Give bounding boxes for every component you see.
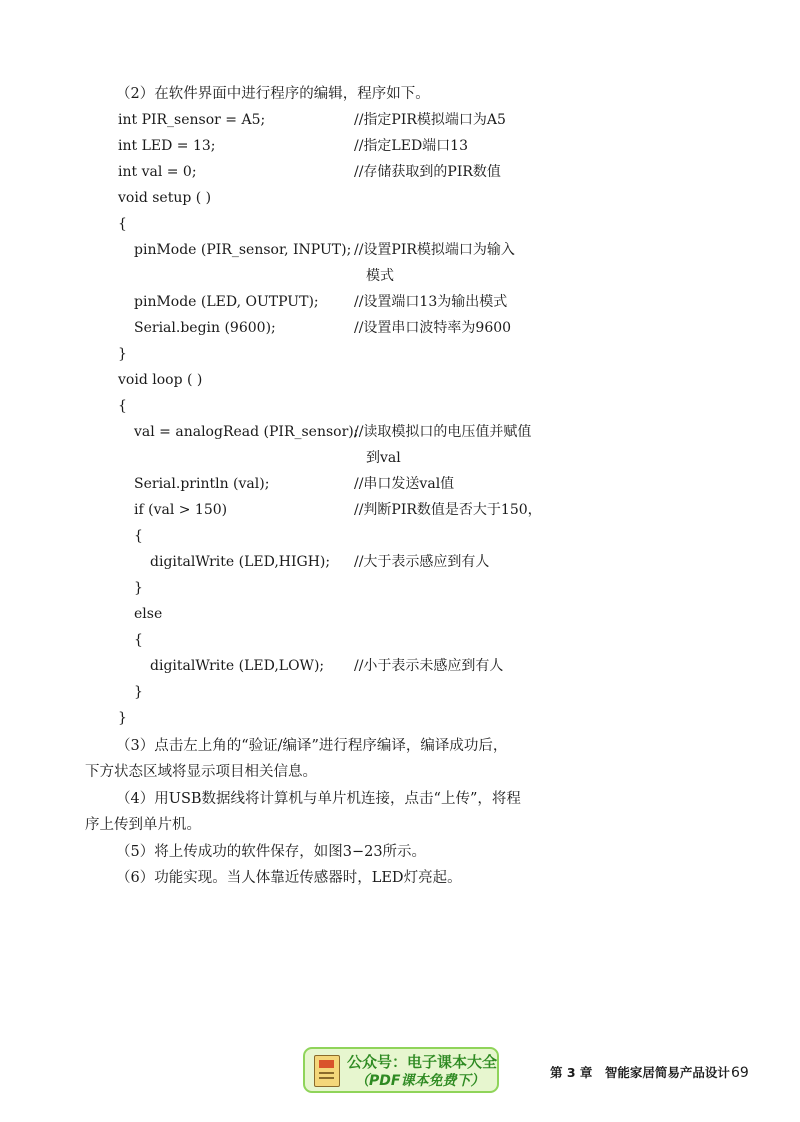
code-comment: //存储获取到的PIR数值 [354,164,501,180]
code-line: pinMode (LED, OUTPUT); [134,294,319,310]
code-comment: //读取模拟口的电压值并赋值 [354,424,532,440]
code-line: void setup ( ) [118,190,212,206]
badge-subtitle: （PDF课本免费下） [355,1073,485,1089]
code-line: Serial.begin (9600); [134,320,276,336]
book-icon [314,1055,340,1087]
code-line: pinMode (PIR_sensor, INPUT); [134,242,352,258]
code-comment: //判断PIR数值是否大于150， [354,502,542,518]
code-comment: //设置串口波特率为9600 [354,320,512,336]
wechat-account-badge [303,1047,499,1093]
code-comment-continuation: 模式 [366,268,394,284]
code-comment: //设置端口13为输出模式 [354,294,508,310]
code-line: } [118,346,127,362]
badge-title: 公众号：电子课本大全 [347,1053,498,1071]
code-line: } [134,684,143,700]
code-line: { [118,216,127,232]
code-line: { [134,632,143,648]
code-line: else [134,606,163,622]
code-line: if (val > 150) [134,502,228,518]
code-line: int PIR_sensor = A5; [118,112,266,128]
step-6-text: （6）功能实现。当人体靠近传感器时，LED灯亮起。 [116,870,462,886]
code-line: void loop ( ) [118,372,203,388]
step-4-line-1: （4）用USB数据线将计算机与单片机连接，点击“上传”，将程 [116,791,521,807]
code-line: digitalWrite (LED,LOW); [150,658,325,674]
code-comment: //指定LED端口13 [354,138,468,154]
chapter-title: 第 3 章 智能家居简易产品设计 [550,1065,730,1080]
code-line: int LED = 13; [118,138,216,154]
step-3-line-1: （3）点击左上角的“验证/编译”进行程序编译，编译成功后， [116,738,508,754]
code-comment: //设置PIR模拟端口为输入 [354,242,515,258]
code-line: { [118,398,127,414]
code-line: int val = 0; [118,164,197,180]
step-2-text: （2）在软件界面中进行程序的编辑，程序如下。 [116,86,430,102]
page-number: 69 [731,1065,749,1081]
step-4-line-2: 序上传到单片机。 [85,817,201,833]
code-line: } [134,580,143,596]
code-line: { [134,528,143,544]
code-comment: //大于表示感应到有人 [354,554,490,570]
code-comment: //小于表示未感应到有人 [354,658,504,674]
code-comment: //串口发送val值 [354,476,455,492]
code-line: digitalWrite (LED,HIGH); [150,554,331,570]
code-line: Serial.println (val); [134,476,270,492]
code-comment-continuation: 到val [366,450,401,466]
code-line: val = analogRead (PIR_sensor); [134,424,359,440]
code-line: } [118,710,127,726]
step-3-line-2: 下方状态区域将显示项目相关信息。 [85,764,317,780]
step-5-text: （5）将上传成功的软件保存，如图3−23所示。 [116,844,427,860]
code-comment: //指定PIR模拟端口为A5 [354,112,506,128]
